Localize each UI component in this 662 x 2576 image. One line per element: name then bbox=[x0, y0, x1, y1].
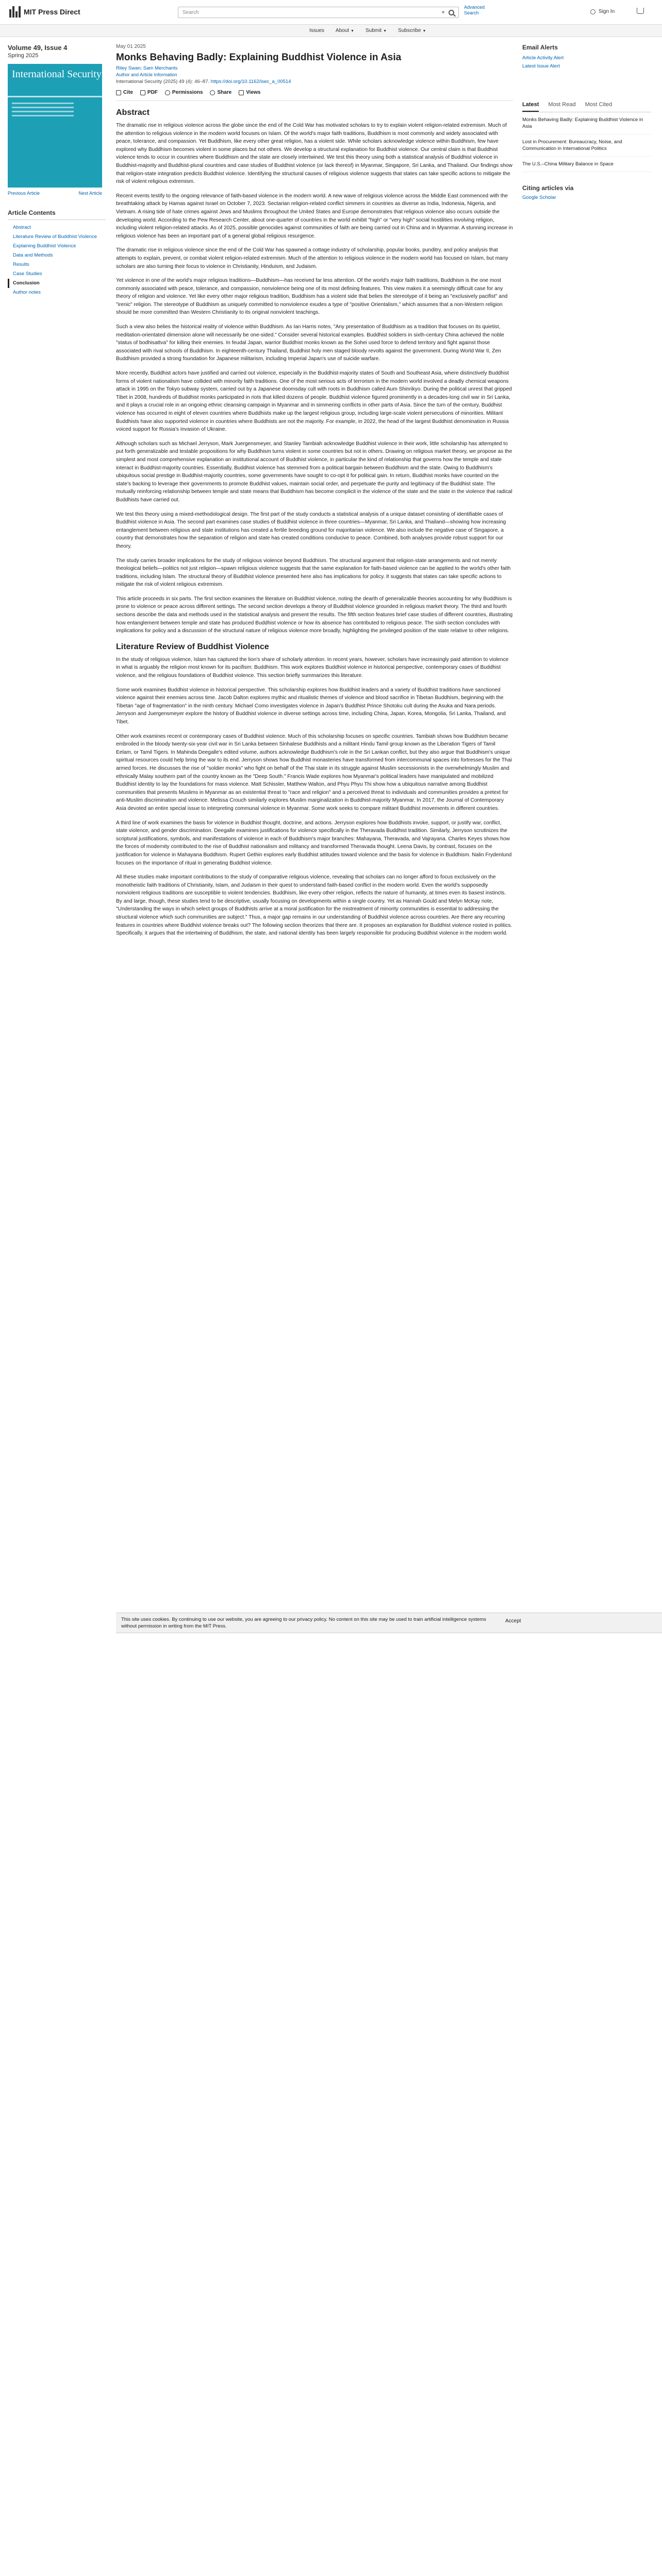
right-sidebar bbox=[522, 44, 651, 200]
sign-in-label: Sign In bbox=[599, 9, 615, 14]
share-button[interactable] bbox=[210, 90, 231, 95]
toc-item-conclusion[interactable]: Conclusion bbox=[8, 279, 106, 288]
article-title: Monks Behaving Badly: Explaining Buddhist Violence in Asia bbox=[116, 52, 402, 63]
search-input[interactable] bbox=[178, 7, 459, 18]
nav-issues[interactable]: Issues bbox=[309, 28, 324, 33]
user-icon bbox=[590, 9, 595, 14]
toc-item-case-studies[interactable]: Case Studies bbox=[13, 271, 42, 277]
cover-title: International Security bbox=[12, 69, 102, 80]
views-label: Views bbox=[246, 90, 261, 95]
toc-item-data-methods[interactable]: Data and Methods bbox=[13, 252, 53, 258]
tab-most-cited[interactable]: Most Cited bbox=[585, 101, 613, 108]
journal-nav bbox=[0, 25, 662, 37]
article-activity-alert-link[interactable]: Article Activity Alert bbox=[522, 55, 564, 61]
toc-heading: Article Contents bbox=[8, 209, 106, 220]
body-paragraph: A third line of work examines the basis for violence in Buddhist thought, doctrine, and actions. Jerryson explores how Buddhists invoke, support, or justify war, conflict, state violence, and gender discrimination. Deegalle examines justifications for violence specifically in the Theravada Buddhist tradition. Similarly, Jerryson scrutinizes the scriptural justifications, symbols, and manifestations of violence in each of Buddhism's major branches: Mahayana, Theravada, and Vajrayana. Charles Keyes shows how the forces of modernity contributed to the rise of Buddhist nationalism and militancy and transformed Theravada thought. Leena Davis, by contrast, focuses on the justification for violence in Mahayana Buddhism. Rupert Gethin explores early Buddhist attitudes toward violence and the basis for violence in Buddhism. Nalin Frydenlund focuses on the importance of ritual in generating Buddhist violence. bbox=[116, 820, 512, 866]
toc-item-results[interactable]: Results bbox=[13, 262, 29, 267]
body-paragraph: All these studies make important contributions to the study of comparative religious violence, revealing that scholars can no longer afford to focus exclusively on the monotheistic faith traditions of Christianity, Islam, and Judaism in their quest to understand faith-based conflict in the modern world. Even the world's supposedly nonviolent religious traditions are susceptible to violent tendencies. Buddhism, like every other religion, reflects the nature of humanity, at times even its basest instincts. By and large, though, these studies tend to be descriptive, usually focusing on developments within a single country. Yet as Hannah Gould and Melyn McKay note, "Understanding the ways in which select groups of Buddhists arrive at a moral justification for the mistreatment of minority communities is essential to addressing the structural violence which such communities are subject." Thus, a major gap remains in our understanding of Buddhist violence across countries. Are there any recurring features in countries where Buddhist violence breaks out? The following section theorizes that there are. It proposes an explanation for Buddhist violence rooted in politics. Specifically, it argues that the intertwining of Buddhism, the state, and national identity has been largely responsible for producing Buddhist violence in the modern world. bbox=[116, 874, 512, 937]
body-paragraph: The study carries broader implications for the study of religious violence beyond Buddhism. The structural argument that religion-state arrangements and not merely theological beliefs—politics not just religion—spawn religious violence suggests that the same explanation for faith-based violence can be applied to the world's other faith traditions, including Islam. The structural theory of Buddhist violence presented here also has implications for policy. It suggests that states can take specific actions to mitigate the risk of violent religious extremism. bbox=[116, 557, 511, 588]
author-info-toggle[interactable]: Author and Article Information bbox=[116, 72, 177, 77]
nav-submit-label: Submit bbox=[365, 28, 382, 33]
next-article-link[interactable]: Next Article bbox=[78, 191, 102, 196]
search-icon[interactable] bbox=[449, 10, 454, 15]
cover-divider bbox=[8, 96, 102, 97]
body-paragraph: Recent events testify to the ongoing relevance of faith-based violence in the modern world. A new wave of religious violence across the Middle East commenced with the breathtaking attack by Hamas against Israel on October 7, 2023. Sectarian religion-related conflict simmers in countries as diverse as India, Indonesia, Nigeria, and Vietnam. A rising tide of hate crimes against Jews and Muslims throughout the United States and Europe demonstrates that religious violence also occurs outside the developing world. According to the Pew Research Center, about one-quarter of countries in the world exhibit "high" or "very high" social hostilities involving religion, including violent religion-related attacks. As of 2025, possible genocides against communities of faith are being carried out in China and in Myanmar. A stunning increase in religious violence has been an important part of a general global religious resurgence. bbox=[116, 193, 513, 239]
journal-cover-image[interactable] bbox=[8, 64, 102, 188]
email-alerts-list bbox=[522, 54, 651, 71]
email-alerts-heading: Email Alerts bbox=[522, 44, 558, 51]
share-icon bbox=[210, 90, 215, 95]
citing-articles-heading: Citing articles via bbox=[522, 184, 574, 192]
body-paragraph: This article proceeds in six parts. The first section examines the literature on Buddhist violence, noting the dearth of generalizable theories accounting for why Buddhism is prone to violence or peace across different settings. The second section develops a theory of Buddhist violence grounded in religious market theory. The third and fourth sections describe the data and methods used in the statistical analysis and present the results. The fifth section features brief case studies of different countries, illustrating how entanglement between temple and state has produced Buddhist violence or how its absence has contributed to religious peace. The sixth section concludes with implications for policy and a discussion of the structural nature of religious violence more broadly, highlighting the privileged position of the state relative to other religions. bbox=[116, 596, 513, 634]
table-of-contents bbox=[8, 223, 106, 297]
body-paragraph: We test this theory using a mixed-methodological design. The first part of the study conducts a statistical analysis of a unique dataset consisting of identifiable cases of Buddhist violence in Asia. The second part examines case studies of Buddhist violence in three countries—Myanmar, Sri Lanka, and Thailand—showing how increasing entanglement between religious and state institutions has created a fertile breeding ground for majoritarian violence. We also include the negative case of Singapore, a country that demonstrates how the separation of religion and state has created conditions conducive to peace. Combined, both analyses provide robust support for our theory. bbox=[116, 511, 506, 549]
citation-line bbox=[116, 79, 513, 84]
abstract-heading: Abstract bbox=[116, 108, 150, 117]
logo-text: MIT Press Direct bbox=[24, 8, 80, 16]
left-sidebar bbox=[8, 44, 106, 297]
nav-about[interactable] bbox=[336, 28, 354, 33]
cover-text-lines bbox=[12, 103, 74, 119]
issue-date: Spring 2025 bbox=[8, 53, 39, 59]
list-item[interactable]: The U.S.–China Military Balance in Space bbox=[522, 157, 651, 172]
cite-button[interactable] bbox=[116, 90, 133, 95]
cookie-accept-button[interactable]: Accept bbox=[505, 1618, 521, 1624]
literature-review-heading: Literature Review of Buddhist Violence bbox=[116, 642, 269, 651]
site-logo[interactable] bbox=[9, 6, 80, 18]
advanced-search-link[interactable]: Advanced Search bbox=[464, 5, 485, 15]
body-paragraph: Although scholars such as Michael Jerryson, Mark Juergensmeyer, and Stanley Tambiah acknowledge Buddhist violence in their work, little scholarship has attempted to put forth generalizable and testable propositions for why Buddhism turns violent in some countries but not in others. Drawing on religious market theory, we propose as the simplest and most comprehensive explanation an institutional account of Buddhist violence, in particular the kind of relationship that governs how the temple and state interact in Buddhist-majority countries. Essentially, Buddhist violence has stemmed from a political bargain between Buddhism and the state. Owing to Buddhism's ubiquitous social prestige in Buddhist-majority countries, some governments have sought to co-opt it for political gain. In return, Buddhist monks have counted on the state's backing to leverage their governments to promote Buddhist values, maintain social order, and perpetuate the purity and legitimacy of the Buddhist state. The mutually reinforcing relationship between temple and state means that Buddhism has become complicit in the violence of the state and the state in the violence that radical Buddhists have carried out. bbox=[116, 440, 512, 503]
views-icon bbox=[239, 90, 244, 95]
body-paragraph: Such a view also belies the historical reality of violence within Buddhism. As Ian Harris notes, "Any presentation of Buddhism as a tradition that focuses on its quietist, meditation-orientated dimension alone will necessarily be one-sided." Consider several historical examples. Buddhist soldiers in sixth-century China achieved the noble "status of bodhisattva" for killing their enemies. In feudal Japan, warrior Buddhist monks known as the Sohei used force to defend territory and fight against those associated with rival schools of Buddhism. In eighteenth-century Thailand, Buddhist holy men staged bloody revolts against the government. During World War II, Zen Buddhism provided a strong foundation for Japanese militarism, including Imperial Japan's use of suicide warfare. bbox=[116, 324, 504, 362]
issue-volume[interactable]: Volume 49, Issue 4 bbox=[8, 44, 68, 52]
sign-in-link[interactable] bbox=[590, 9, 615, 14]
toc-item-explaining[interactable]: Explaining Buddhist Violence bbox=[13, 243, 76, 249]
body-paragraph: Some work examines Buddhist violence in historical perspective. This scholarship explores how Buddhist leaders and a variety of Buddhist traditions have sanctioned violence against their enemies across time. Jacob Dalton explores mythic and ritualistic themes of violence and blood sacrifice in Tibetan Buddhism, beginning with the Tibetan "age of fragmentation" in the ninth century. Michael Como investigates violence in Japan's Buddhist Prince Shotoku cult during the Asuka and Nara periods. Jerryson and Juergensmeyer explore the history of Buddhist violence in diverse settings across time, including China, Japan, Korea, Mongolia, Sri Lanka, Thailand, and Tibet. bbox=[116, 687, 506, 725]
permissions-label: Permissions bbox=[172, 90, 203, 95]
list-item[interactable]: Lost in Procurement: Bureaucracy, Noise, and Communication in International Politics bbox=[522, 134, 651, 157]
nav-subscribe[interactable] bbox=[398, 28, 426, 33]
cookie-banner bbox=[116, 1613, 662, 1633]
tab-latest[interactable]: Latest bbox=[522, 101, 539, 112]
pdf-button[interactable] bbox=[140, 90, 158, 95]
article-main bbox=[116, 44, 513, 944]
abstract-paragraph: The dramatic rise in religious violence across the globe since the end of the Cold War has motivated scholars to try to explain violent religion-related extremism. Much of the attention to religious violence in the modern world focuses on Islam. Of the world's major faith traditions, Buddhism is most commonly and widely associated with peace, tolerance, and compassion. Yet Buddhism, like every other great religion, has a violent side. While scholars acknowledge violence within Buddhism, few have explored why Buddhism becomes violent in some places but not others. We develop a structural explanation for Buddhist violence. Our central claim is that Buddhist violence tends to occur in countries where Buddhism and the state are closely intertwined. We test this theory using both a statistical analysis of Buddhist violence in Buddhist-majority and Buddhist-plural countries and case studies of Buddhist violence (or lack thereof) in Myanmar, Singapore, Sri Lanka, and Thailand. Our findings show that religion-state integration predicts Buddhist violence. Identifying the structural causes of religious violence suggests that states can take specific actions to mitigate the risk of violent religious extremism. bbox=[116, 122, 513, 186]
article-pagination bbox=[8, 191, 102, 196]
dropdown-arrow-icon[interactable]: ▼ bbox=[441, 10, 445, 15]
body-paragraph: The dramatic rise in religious violence since the end of the Cold War has spawned a cottage industry of scholarship, popular books, punditry, and policy analysis that attempts to explain, prevent, or combat violent religion-related extremism. Much of the attention to religious violence in the modern world has focused on Islam, but many scholars are also turning their focus to violence in Christianity, Hinduism, and Judaism. bbox=[116, 247, 508, 269]
publication-date: May 01 2025 bbox=[116, 44, 146, 49]
article-tabs bbox=[522, 101, 651, 112]
citation-text: International Security (2025) 49 (4): 46–87. bbox=[116, 79, 210, 84]
article-authors[interactable]: Riley Swan; Sam Merchants bbox=[116, 65, 178, 71]
site-header bbox=[0, 0, 662, 25]
toc-item-literature-review[interactable]: Literature Review of Buddhist Violence bbox=[13, 234, 97, 240]
share-label: Share bbox=[217, 90, 232, 95]
nav-submit[interactable] bbox=[366, 28, 387, 33]
toc-item-author-notes[interactable]: Author notes bbox=[13, 290, 41, 295]
body-paragraph: In the study of religious violence, Islam has captured the lion's share of scholarly attention. In recent years, however, scholars have increasingly paid attention to violence in what is arguably the religion most known for its pacifism: Buddhism. This work explores Buddhist violence in historical perspective, contemporary cases of Buddhist violence, and the religious foundations of Buddhist violence. This section briefly summarizes this literature. bbox=[116, 656, 509, 679]
article-toolbar bbox=[116, 90, 513, 101]
nav-about-label: About bbox=[335, 28, 350, 33]
nav-subscribe-label: Subscribe bbox=[398, 28, 421, 33]
tab-most-read[interactable]: Most Read bbox=[548, 101, 576, 108]
latest-issue-alert-link[interactable]: Latest Issue Alert bbox=[522, 63, 560, 69]
pdf-icon bbox=[140, 90, 145, 95]
body-paragraph: More recently, Buddhist actors have justified and carried out violence, especially in the Buddhist-majority states of South and Southeast Asia, where distinctively Buddhist forms of violent nationalism have collided with minority faith traditions. One of the most serious acts of terrorism in the modern world involved a deadly chemical weapons attack in 1995 on the Tokyo subway system, carried out by a Japanese doomsday cult with roots in Buddhism called Aum Shinrikyo. During the political unrest that gripped Tibet in 2008, hundreds of Buddhist monks participated in riots that killed dozens of people. Buddhist violence figured prominently in a decades-long civil war in Sri Lanka, and it plays a crucial role in an ongoing ethnic cleansing campaign in Myanmar and in simmering conflicts in other parts of Asia. Since the turn of the century, Buddhist violence has occurred in eight of eleven countries where Buddhists make up the largest religious group, including large-scale violent persecutions of minorities. Militant Buddhists have also supported violence in countries where Buddhists are not the majority. For example, in 2022, the head of the largest Buddhist denomination in Russia voiced support for Russia's invasion of Ukraine. bbox=[116, 370, 512, 433]
search-placeholder: Search bbox=[183, 9, 199, 15]
latest-articles-list bbox=[522, 112, 651, 172]
views-button[interactable] bbox=[239, 90, 260, 95]
quote-icon bbox=[116, 90, 121, 95]
cart-icon[interactable] bbox=[637, 8, 644, 14]
chevron-down-icon: ▼ bbox=[383, 29, 387, 33]
permissions-icon bbox=[165, 90, 170, 95]
cite-label: Cite bbox=[123, 90, 133, 95]
body-paragraph: Yet violence in one of the world's major religious traditions—Buddhism—has received far less attention. Of the world's major faith traditions, Buddhism is the one most commonly associated with peace, tolerance, and compassion, nonviolence being one of its most defining features. This view makes it a seemingly difficult case for any theory of religion and violence. Yet like every other major religious tradition, Buddhism has a violent side that belies the stereotype of it being an "exclusively pacifist" and "irenic" religion. The stereotype of Buddhism as uniquely committed to nonviolence exudes a type of "positive Orientalism," which assumes that a non-Western religion should be more committed than Western Christianity to its original nonviolent teachings. bbox=[116, 278, 508, 316]
chevron-down-icon: ▼ bbox=[351, 29, 354, 33]
doi-link[interactable]: https://doi.org/10.1162/isec_a_00514 bbox=[210, 79, 291, 84]
body-paragraph: Other work examines recent or contemporary cases of Buddhist violence. Much of this scholarship focuses on specific countries. Tambiah shows how Buddhism became embroiled in the bloody twenty-six-year civil war in Sri Lanka between Sinhalese Buddhists and a militant Hindu Tamil group known as the Liberation Tigers of Tamil Eelam, or Tamil Tigers. In Mahinda Deegalle's edited volume, authors acknowledge Buddhism's role in the Sri Lankan conflict, but they also argue that Buddhism's unique spiritual resources could help bring the war to its end. Jerryson shows how Buddhist monasteries have transformed from intercommunal spaces into fortresses for the Thai armed forces. He discusses the rise of "soldier monks" who fight on behalf of the Thai state in its struggle against Muslim secessionists in the overwhelmingly Muslim and ethnically Malay southern part of the country known as the "Deep South." Francis Wade explores how Myanmar's political leaders have manipulated and mobilized Buddhist identity to lay the foundations for mass violence. Matt Schissler, Matthew Walton, and Phyu Phyu Thi show how a ubiquitous narrative among Buddhist communities that presents Muslims in Myanmar as an existential threat to "race and religion" and a perceived threat to individuals and communities provides a pretext for anti-Muslim discrimination and violence. Melissa Crouch similarly explores Muslim marginalization in Buddhist-majority Myanmar. In 2017, the Journal of Contemporary Asia devoted an entire special issue to interpreting communal violence in Myanmar. Some work seeks to compare militant Buddhist movements in different countries. bbox=[116, 733, 512, 811]
permissions-button[interactable] bbox=[165, 90, 203, 95]
google-scholar-link[interactable]: Google Scholar bbox=[522, 195, 556, 200]
mit-press-logo-icon bbox=[9, 6, 21, 18]
list-item[interactable]: Monks Behaving Badly: Explaining Buddhist Violence in Asia bbox=[522, 112, 651, 134]
cookie-text: This site uses cookies. By continuing to use our website, you are agreeing to our privacy policy. No content on this site may be used to train artificial intelligence systems without permission in writing from the MIT Press. bbox=[121, 1617, 486, 1629]
previous-article-link[interactable]: Previous Article bbox=[8, 191, 40, 196]
toc-item-abstract[interactable]: Abstract bbox=[13, 225, 31, 230]
pdf-label: PDF bbox=[147, 90, 158, 95]
chevron-down-icon: ▼ bbox=[422, 29, 426, 33]
